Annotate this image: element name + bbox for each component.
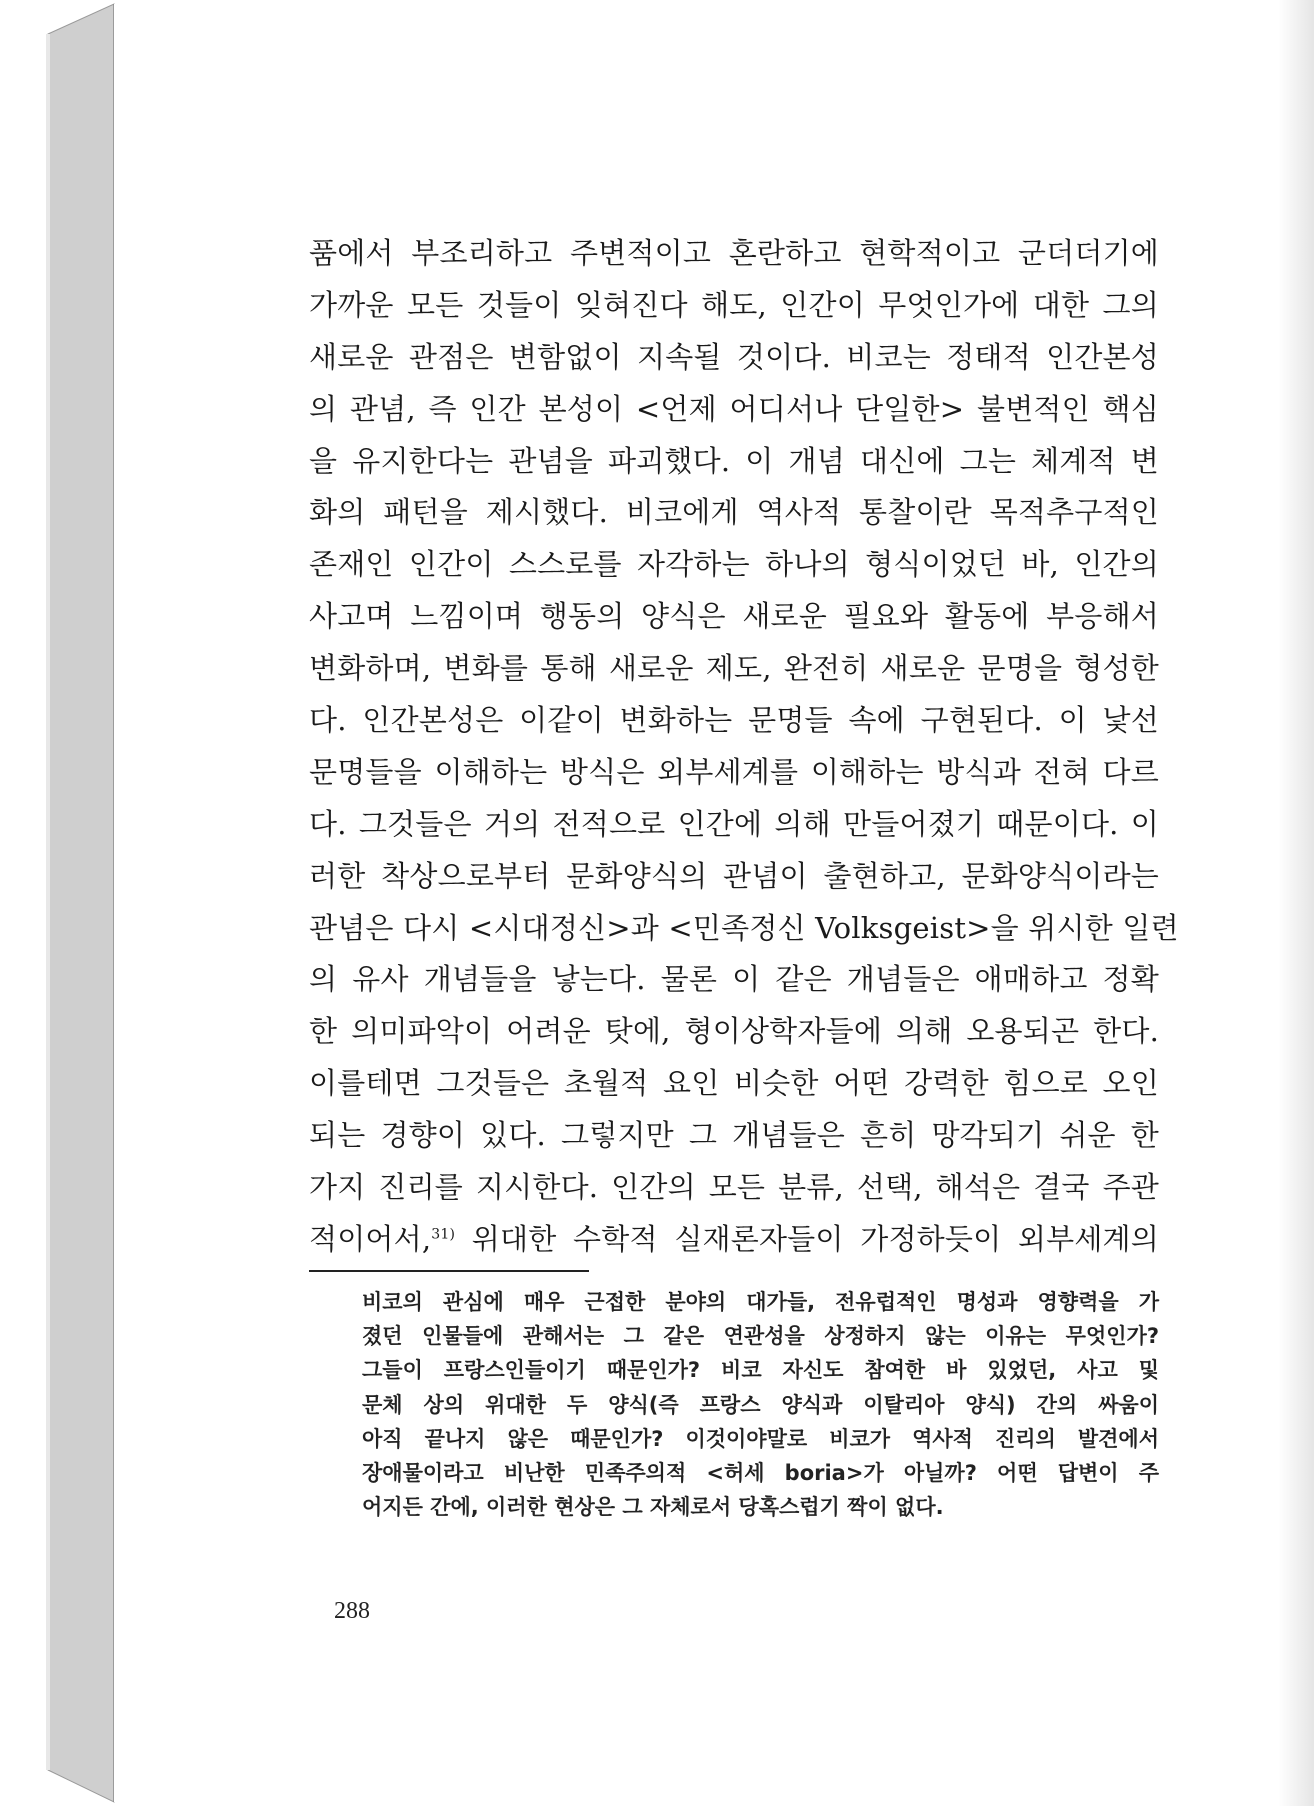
text-line: 다. 그것들은 거의 전적으로 인간에 의해 만들어졌기 때문이다. 이 xyxy=(309,806,1159,841)
text-line: 러한 착상으로부터 문화양식의 관념이 출현하고, 문화양식이라는 xyxy=(309,858,1159,893)
footnote-line: 그들이 프랑스인들이기 때문인가? 비코 자신도 참여한 바 있었던, 사고 및 xyxy=(362,1358,1159,1383)
text-line: 한 의미파악이 어려운 탓에, 형이상학자들에 의해 오용되곤 한다. xyxy=(309,1014,1159,1049)
text-line: 가지 진리를 지시한다. 인간의 모든 분류, 선택, 해석은 결국 주관 xyxy=(309,1170,1159,1205)
footnote-line: 어지든 간에, 이러한 현상은 그 자체로서 당혹스럽기 짝이 없다. xyxy=(362,1495,944,1520)
footnote-line: 문체 상의 위대한 두 양식(즉 프랑스 양식과 이탈리아 양식) 간의 싸움이 xyxy=(362,1392,1159,1417)
footnote-line: 비코의 관심에 매우 근접한 분야의 대가들, 전유럽적인 명성과 영향력을 가 xyxy=(362,1290,1159,1314)
text-line: 새로운 관점은 변함없이 지속될 것이다. 비코는 정태적 인간본성 xyxy=(309,339,1159,374)
text-line: 의 유사 개념들을 낳는다. 물론 이 같은 개념들은 애매하고 정확 xyxy=(309,962,1159,997)
footnote-divider xyxy=(309,1270,589,1272)
text-fragment: 적이어서, xyxy=(309,1221,432,1256)
page-number: 288 xyxy=(334,1598,370,1624)
text-line: 사고며 느낌이며 행동의 양식은 새로운 필요와 활동에 부응해서 xyxy=(309,599,1159,634)
footnote-line: 장애물이라고 비난한 민족주의적 <허세 boria>가 아닐까? 어떤 답변이 주 xyxy=(362,1460,1159,1485)
text-line: 존재인 인간이 스스로를 자각하는 하나의 형식이었던 바, 인간의 xyxy=(309,547,1159,582)
main-text xyxy=(309,228,1179,1266)
text-line: 을 유지한다는 관념을 파괴했다. 이 개념 대신에 그는 체계적 변 xyxy=(309,443,1159,478)
text-line xyxy=(309,1214,1159,1266)
text-line: 의 관념, 즉 인간 본성이 <언제 어디서나 단일한> 불변적인 핵심 xyxy=(309,391,1159,426)
footnote-reference: 31) xyxy=(431,1226,456,1243)
text-fragment: 위대한 수학적 실재론자들이 가정하듯이 외부세계의 xyxy=(455,1221,1159,1256)
text-line: 가까운 모든 것들이 잊혀진다 해도, 인간이 무엇인가에 대한 그의 xyxy=(309,287,1159,322)
text-line: 관념은 다시 <시대정신>과 <민족정신 Volksgeist>을 위시한 일련 xyxy=(309,910,1179,945)
text-line: 되는 경향이 있다. 그렇지만 그 개념들은 흔히 망각되기 쉬운 한 xyxy=(309,1118,1159,1153)
text-line: 품에서 부조리하고 주변적이고 혼란하고 현학적이고 군더더기에 xyxy=(309,236,1159,270)
text-line: 변화하며, 변화를 통해 새로운 제도, 완전히 새로운 문명을 형성한 xyxy=(309,651,1159,686)
text-line: 화의 패턴을 제시했다. 비코에게 역사적 통찰이란 목적추구적인 xyxy=(309,495,1159,530)
text-line: 이를테면 그것들은 초월적 요인 비슷한 어떤 강력한 힘으로 오인 xyxy=(309,1066,1159,1101)
footnote-line: 졌던 인물들에 관해서는 그 같은 연관성을 상정하지 않는 이유는 무엇인가? xyxy=(362,1324,1159,1349)
footnote-line: 아직 끝나지 않은 때문인가? 이것이야말로 비코가 역사적 진리의 발견에서 xyxy=(362,1426,1159,1451)
text-line: 다. 인간본성은 이같이 변화하는 문명들 속에 구현된다. 이 낯선 xyxy=(309,703,1159,738)
text-line: 문명들을 이해하는 방식은 외부세계를 이해하는 방식과 전혀 다르 xyxy=(309,754,1159,789)
footnote xyxy=(362,1285,1159,1524)
page-edge-shadow xyxy=(1278,0,1314,1806)
